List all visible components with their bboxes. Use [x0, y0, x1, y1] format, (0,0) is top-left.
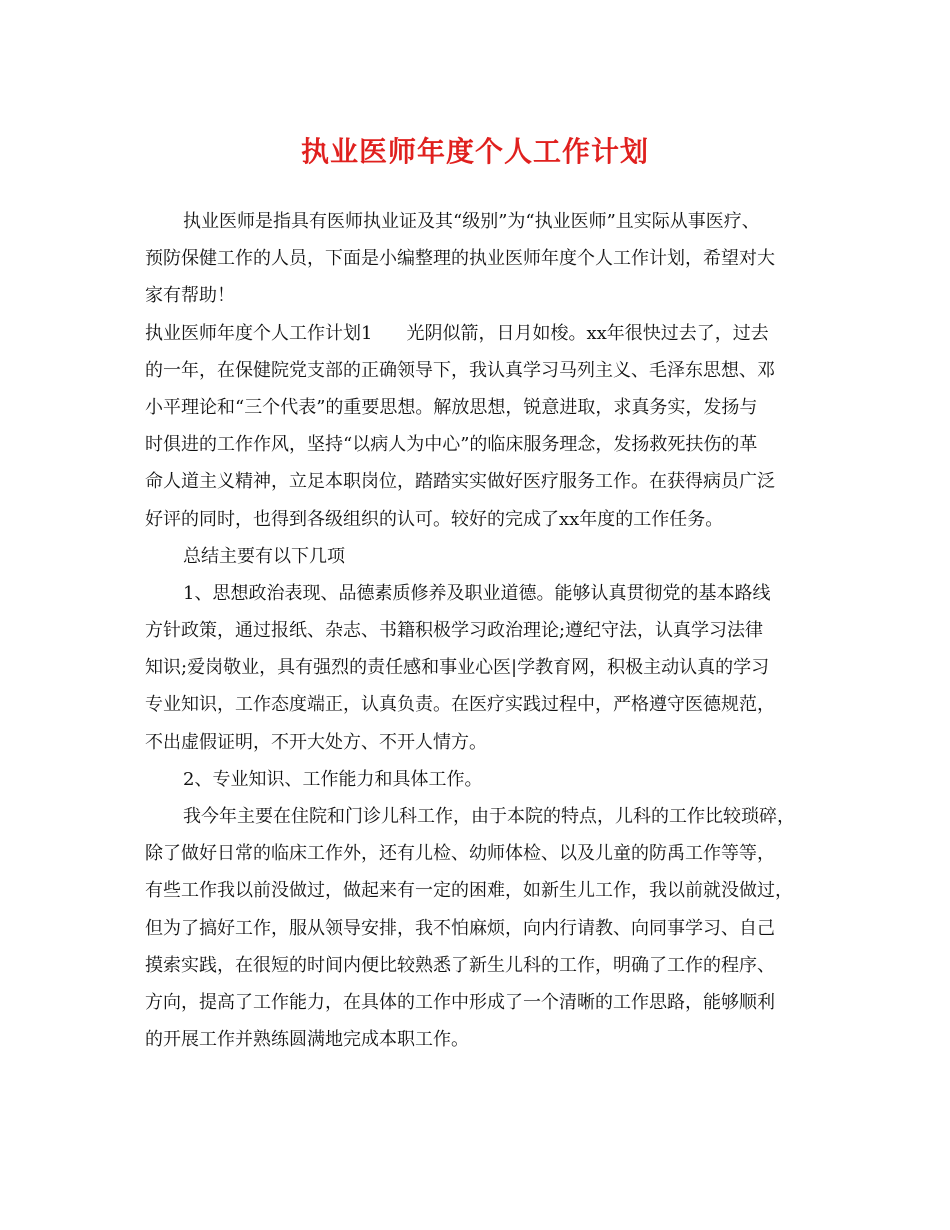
- paragraph-line: 方针政策，通过报纸、杂志、书籍积极学习政治理论;遵纪守法，认真学习法律: [145, 620, 764, 642]
- paragraph-line: 除了做好日常的临床工作外，还有儿检、幼师体检、以及儿童的防禹工作等等，: [145, 843, 775, 865]
- document-body: [145, 203, 810, 1058]
- paragraph-line: 知识;爱岗敬业，具有强烈的责任感和事业心医|学教育网，积极主动认真的学习: [145, 657, 770, 679]
- paragraph-line: 我今年主要在住院和门诊儿科工作，由于本院的特点，儿科的工作比较琐碎，: [183, 806, 795, 827]
- paragraph-line: 执业医师是指具有医师执业证及其“级别”为“执业医师”且实际从事医疗、: [183, 211, 760, 232]
- paragraph-line: 专业知识，工作态度端正，认真负责。在医疗实践过程中，严格遵守医德规范，: [145, 694, 775, 716]
- document-title: 执业医师年度个人工作计划: [300, 135, 649, 168]
- paragraph-line: 的一年，在保健院党支部的正确领导下，我认真学习马列主义、毛泽东思想、邓: [145, 359, 775, 381]
- section-heading: 总结主要有以下几项: [183, 545, 345, 567]
- paragraph-line: 预防保健工作的人员，下面是小编整理的执业医师年度个人工作计划，希望对大: [145, 248, 775, 270]
- paragraph-line: 方向，提高了工作能力，在具体的工作中形成了一个清晰的工作思路，能够顺利: [145, 991, 775, 1013]
- paragraph-line: 家有帮助！: [145, 285, 235, 307]
- paragraph-line: 但为了搞好工作，服从领导安排，我不怕麻烦，向内行请教、向同事学习、自己: [145, 917, 775, 939]
- paragraph-line: 好评的同时，也得到各级组织的认可。较好的完成了xx年度的工作任务。: [145, 508, 724, 530]
- paragraph-line: 1、思想政治表现、品德素质修养及职业道德。能够认真贯彻党的基本路线: [183, 582, 771, 604]
- plan-opening: 光阴似箭，日月如梭。xx年很快过去了，过去: [406, 322, 769, 344]
- paragraph-line: 有些工作我以前没做过，做起来有一定的困难，如新生儿工作，我以前就没做过，: [145, 880, 793, 902]
- paragraph-line: 小平理论和“三个代表”的重要思想。解放思想，锐意进取，求真务实，发扬与: [145, 396, 758, 418]
- paragraph-line: 命人道主义精神，立足本职岗位，踏踏实实做好医疗服务工作。在获得病员广泛: [145, 471, 775, 493]
- paragraph-line: 时俱进的工作作风，坚持“以病人为中心”的临床服务理念，发扬救死扶伤的革: [145, 434, 758, 456]
- paragraph-line: 摸索实践，在很短的时间内便比较熟悉了新生儿科的工作，明确了工作的程序、: [145, 954, 775, 976]
- plan-heading-line: [145, 315, 810, 352]
- paragraph-line: 的开展工作并熟练圆满地完成本职工作。: [145, 1029, 469, 1051]
- paragraph-line: 不出虚假证明，不开大处方、不开人情方。: [145, 731, 487, 753]
- plan-heading: 执业医师年度个人工作计划1: [145, 322, 373, 344]
- paragraph-line: 2、专业知识、工作能力和具体工作。: [183, 768, 483, 790]
